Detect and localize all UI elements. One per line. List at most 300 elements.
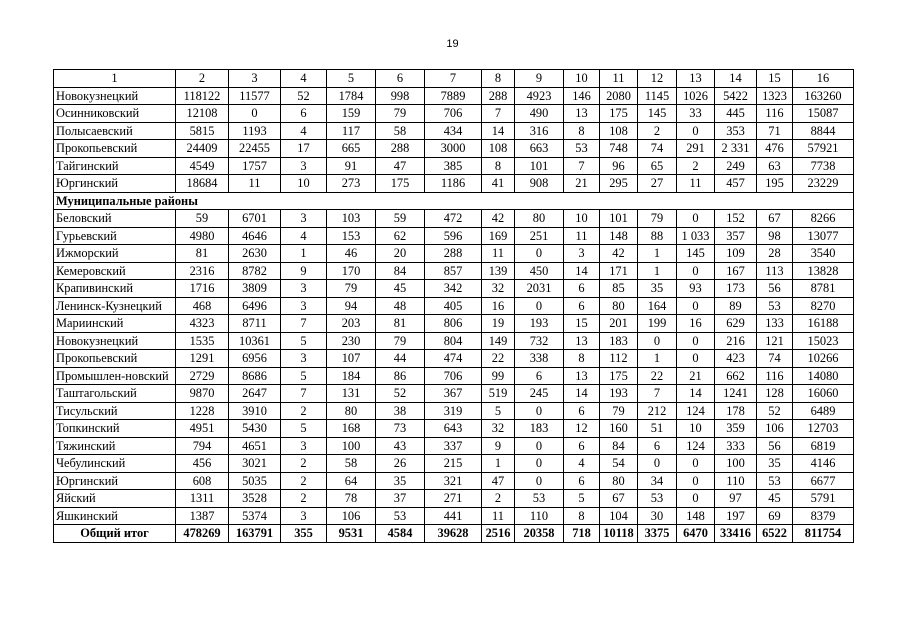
- value-cell: 13077: [793, 227, 854, 245]
- value-cell: 596: [425, 227, 482, 245]
- value-cell: 74: [638, 140, 677, 158]
- value-cell: 22: [482, 350, 515, 368]
- value-cell: 53: [515, 490, 564, 508]
- value-cell: 2630: [229, 245, 281, 263]
- value-cell: 3910: [229, 402, 281, 420]
- value-cell: 128: [757, 385, 793, 403]
- total-value-cell: 163791: [229, 525, 281, 543]
- value-cell: 110: [715, 472, 757, 490]
- value-cell: 665: [327, 140, 376, 158]
- value-cell: 112: [600, 350, 638, 368]
- value-cell: 85: [600, 280, 638, 298]
- value-cell: 1535: [176, 332, 229, 350]
- column-number-header: 16: [793, 70, 854, 88]
- value-cell: 0: [677, 350, 715, 368]
- value-cell: 0: [515, 437, 564, 455]
- value-cell: 706: [425, 105, 482, 123]
- value-cell: 106: [327, 507, 376, 525]
- value-cell: 73: [376, 420, 425, 438]
- value-cell: 100: [327, 437, 376, 455]
- value-cell: 5: [281, 332, 327, 350]
- value-cell: 4951: [176, 420, 229, 438]
- value-cell: 97: [715, 490, 757, 508]
- table-row: [54, 315, 854, 333]
- column-number-header: 15: [757, 70, 793, 88]
- column-number-header: 5: [327, 70, 376, 88]
- value-cell: 5791: [793, 490, 854, 508]
- value-cell: 59: [376, 210, 425, 228]
- value-cell: 7738: [793, 157, 854, 175]
- value-cell: 7: [564, 157, 600, 175]
- value-cell: 7: [482, 105, 515, 123]
- value-cell: 1311: [176, 490, 229, 508]
- value-cell: 16188: [793, 315, 854, 333]
- value-cell: 423: [715, 350, 757, 368]
- value-cell: 0: [677, 472, 715, 490]
- value-cell: 6: [281, 105, 327, 123]
- value-cell: 32: [482, 280, 515, 298]
- column-number-header: 9: [515, 70, 564, 88]
- statistics-table: [53, 69, 854, 543]
- total-row: [54, 525, 854, 543]
- value-cell: 629: [715, 315, 757, 333]
- row-name-cell: Гурьевский: [54, 227, 176, 245]
- value-cell: 74: [757, 350, 793, 368]
- value-cell: 6956: [229, 350, 281, 368]
- value-cell: 2316: [176, 262, 229, 280]
- value-cell: 6: [564, 472, 600, 490]
- column-number-header: 8: [482, 70, 515, 88]
- value-cell: 295: [600, 175, 638, 193]
- table-row: [54, 140, 854, 158]
- value-cell: 0: [515, 455, 564, 473]
- row-name-cell: Юргинский: [54, 175, 176, 193]
- value-cell: 291: [677, 140, 715, 158]
- total-value-cell: 20358: [515, 525, 564, 543]
- value-cell: 4980: [176, 227, 229, 245]
- value-cell: 2: [677, 157, 715, 175]
- value-cell: 353: [715, 122, 757, 140]
- row-name-cell: Прокопьевский: [54, 140, 176, 158]
- value-cell: 8686: [229, 367, 281, 385]
- value-cell: 53: [757, 297, 793, 315]
- value-cell: 51: [638, 420, 677, 438]
- value-cell: 519: [482, 385, 515, 403]
- value-cell: 16: [677, 315, 715, 333]
- total-value-cell: 811754: [793, 525, 854, 543]
- value-cell: 14080: [793, 367, 854, 385]
- value-cell: 0: [515, 402, 564, 420]
- value-cell: 81: [376, 315, 425, 333]
- value-cell: 4: [281, 122, 327, 140]
- row-name-cell: Мариинский: [54, 315, 176, 333]
- value-cell: 1186: [425, 175, 482, 193]
- value-cell: 148: [677, 507, 715, 525]
- value-cell: 80: [600, 297, 638, 315]
- value-cell: 16: [482, 297, 515, 315]
- value-cell: 79: [376, 105, 425, 123]
- value-cell: 108: [482, 140, 515, 158]
- value-cell: 34: [638, 472, 677, 490]
- value-cell: 2080: [600, 87, 638, 105]
- value-cell: 3: [281, 437, 327, 455]
- value-cell: 13: [564, 332, 600, 350]
- table-row: [54, 332, 854, 350]
- value-cell: 171: [600, 262, 638, 280]
- value-cell: 167: [715, 262, 757, 280]
- value-cell: 1387: [176, 507, 229, 525]
- value-cell: 5: [281, 367, 327, 385]
- value-cell: 27: [638, 175, 677, 193]
- value-cell: 43: [376, 437, 425, 455]
- table-header-row: [54, 70, 854, 88]
- table-row: [54, 105, 854, 123]
- value-cell: 52: [757, 402, 793, 420]
- value-cell: 11: [229, 175, 281, 193]
- value-cell: 159: [327, 105, 376, 123]
- value-cell: 5: [482, 402, 515, 420]
- column-number-header: 3: [229, 70, 281, 88]
- value-cell: 1: [638, 350, 677, 368]
- value-cell: 47: [482, 472, 515, 490]
- value-cell: 6: [638, 437, 677, 455]
- value-cell: 20: [376, 245, 425, 263]
- value-cell: 3: [281, 297, 327, 315]
- value-cell: 212: [638, 402, 677, 420]
- value-cell: 78: [327, 490, 376, 508]
- value-cell: 80: [515, 210, 564, 228]
- table-row: [54, 472, 854, 490]
- value-cell: 732: [515, 332, 564, 350]
- value-cell: 2: [281, 455, 327, 473]
- value-cell: 288: [482, 87, 515, 105]
- value-cell: 1757: [229, 157, 281, 175]
- value-cell: 15: [564, 315, 600, 333]
- value-cell: 0: [677, 455, 715, 473]
- value-cell: 53: [564, 140, 600, 158]
- value-cell: 47: [376, 157, 425, 175]
- value-cell: 22455: [229, 140, 281, 158]
- row-name-cell: Таштагольский: [54, 385, 176, 403]
- value-cell: 45: [376, 280, 425, 298]
- value-cell: 608: [176, 472, 229, 490]
- value-cell: 58: [376, 122, 425, 140]
- total-value-cell: 9531: [327, 525, 376, 543]
- value-cell: 3: [281, 157, 327, 175]
- value-cell: 46: [327, 245, 376, 263]
- value-cell: 84: [376, 262, 425, 280]
- value-cell: 88: [638, 227, 677, 245]
- value-cell: 9: [281, 262, 327, 280]
- value-cell: 89: [715, 297, 757, 315]
- value-cell: 160: [600, 420, 638, 438]
- row-name-cell: Тяжинский: [54, 437, 176, 455]
- row-name-cell: Тисульский: [54, 402, 176, 420]
- value-cell: 19: [482, 315, 515, 333]
- value-cell: 133: [757, 315, 793, 333]
- table-row: [54, 437, 854, 455]
- value-cell: 5422: [715, 87, 757, 105]
- value-cell: 998: [376, 87, 425, 105]
- value-cell: 476: [757, 140, 793, 158]
- value-cell: 93: [677, 280, 715, 298]
- value-cell: 7: [281, 385, 327, 403]
- value-cell: 4323: [176, 315, 229, 333]
- row-name-cell: Ленинск-Кузнецкий: [54, 297, 176, 315]
- value-cell: 6: [564, 402, 600, 420]
- value-cell: 121: [757, 332, 793, 350]
- value-cell: 2 331: [715, 140, 757, 158]
- total-value-cell: 6470: [677, 525, 715, 543]
- value-cell: 3021: [229, 455, 281, 473]
- table-row: [54, 122, 854, 140]
- value-cell: 441: [425, 507, 482, 525]
- value-cell: 100: [715, 455, 757, 473]
- row-name-cell: Промышлен-новский: [54, 367, 176, 385]
- value-cell: 9: [482, 437, 515, 455]
- value-cell: 14: [482, 122, 515, 140]
- value-cell: 18684: [176, 175, 229, 193]
- row-name-cell: Чебулинский: [54, 455, 176, 473]
- table-row: [54, 227, 854, 245]
- value-cell: 2647: [229, 385, 281, 403]
- value-cell: 1: [638, 245, 677, 263]
- total-value-cell: 4584: [376, 525, 425, 543]
- value-cell: 41: [482, 175, 515, 193]
- value-cell: 10266: [793, 350, 854, 368]
- value-cell: 107: [327, 350, 376, 368]
- table-row: [54, 490, 854, 508]
- value-cell: 271: [425, 490, 482, 508]
- value-cell: 56: [757, 280, 793, 298]
- value-cell: 474: [425, 350, 482, 368]
- value-cell: 12108: [176, 105, 229, 123]
- value-cell: 57921: [793, 140, 854, 158]
- value-cell: 53: [376, 507, 425, 525]
- value-cell: 321: [425, 472, 482, 490]
- column-number-header: 6: [376, 70, 425, 88]
- value-cell: 8711: [229, 315, 281, 333]
- value-cell: 168: [327, 420, 376, 438]
- value-cell: 662: [715, 367, 757, 385]
- value-cell: 117: [327, 122, 376, 140]
- value-cell: 193: [515, 315, 564, 333]
- value-cell: 0: [677, 122, 715, 140]
- value-cell: 106: [757, 420, 793, 438]
- value-cell: 0: [515, 472, 564, 490]
- row-name-cell: Топкинский: [54, 420, 176, 438]
- value-cell: 3: [281, 280, 327, 298]
- value-cell: 6: [564, 280, 600, 298]
- value-cell: 1026: [677, 87, 715, 105]
- value-cell: 5815: [176, 122, 229, 140]
- value-cell: 359: [715, 420, 757, 438]
- column-number-header: 2: [176, 70, 229, 88]
- value-cell: 357: [715, 227, 757, 245]
- value-cell: 28: [757, 245, 793, 263]
- table-row: [54, 350, 854, 368]
- value-cell: 4: [281, 227, 327, 245]
- value-cell: 149: [482, 332, 515, 350]
- row-name-cell: Яшкинский: [54, 507, 176, 525]
- value-cell: 12: [564, 420, 600, 438]
- value-cell: 23229: [793, 175, 854, 193]
- value-cell: 8: [564, 122, 600, 140]
- value-cell: 6: [515, 367, 564, 385]
- row-name-cell: Юргинский: [54, 472, 176, 490]
- value-cell: 124: [677, 437, 715, 455]
- value-cell: 5374: [229, 507, 281, 525]
- value-cell: 249: [715, 157, 757, 175]
- value-cell: 14: [564, 262, 600, 280]
- value-cell: 643: [425, 420, 482, 438]
- value-cell: 468: [176, 297, 229, 315]
- value-cell: 32: [482, 420, 515, 438]
- value-cell: 175: [600, 105, 638, 123]
- value-cell: 7: [281, 315, 327, 333]
- value-cell: 8270: [793, 297, 854, 315]
- value-cell: 450: [515, 262, 564, 280]
- value-cell: 145: [638, 105, 677, 123]
- value-cell: 0: [677, 262, 715, 280]
- value-cell: 178: [715, 402, 757, 420]
- value-cell: 0: [638, 332, 677, 350]
- value-cell: 52: [376, 385, 425, 403]
- value-cell: 0: [677, 332, 715, 350]
- value-cell: 67: [757, 210, 793, 228]
- value-cell: 0: [638, 455, 677, 473]
- value-cell: 273: [327, 175, 376, 193]
- total-value-cell: 2516: [482, 525, 515, 543]
- section-header-row: [54, 192, 854, 210]
- value-cell: 8: [564, 507, 600, 525]
- row-name-cell: Крапивинский: [54, 280, 176, 298]
- value-cell: 63: [757, 157, 793, 175]
- value-cell: 11: [564, 227, 600, 245]
- column-number-header: 1: [54, 70, 176, 88]
- value-cell: 445: [715, 105, 757, 123]
- total-value-cell: 33416: [715, 525, 757, 543]
- value-cell: 1 033: [677, 227, 715, 245]
- value-cell: 1291: [176, 350, 229, 368]
- value-cell: 806: [425, 315, 482, 333]
- value-cell: 110: [515, 507, 564, 525]
- value-cell: 145: [677, 245, 715, 263]
- value-cell: 197: [715, 507, 757, 525]
- column-number-header: 4: [281, 70, 327, 88]
- value-cell: 45: [757, 490, 793, 508]
- row-name-cell: Осинниковский: [54, 105, 176, 123]
- row-name-cell: Тайгинский: [54, 157, 176, 175]
- value-cell: 170: [327, 262, 376, 280]
- table-row: [54, 262, 854, 280]
- column-number-header: 7: [425, 70, 482, 88]
- value-cell: 96: [600, 157, 638, 175]
- row-name-cell: Яйский: [54, 490, 176, 508]
- value-cell: 0: [677, 210, 715, 228]
- value-cell: 748: [600, 140, 638, 158]
- value-cell: 139: [482, 262, 515, 280]
- value-cell: 71: [757, 122, 793, 140]
- value-cell: 908: [515, 175, 564, 193]
- total-label: Общий итог: [54, 525, 176, 543]
- value-cell: 193: [600, 385, 638, 403]
- value-cell: 6489: [793, 402, 854, 420]
- value-cell: 21: [677, 367, 715, 385]
- value-cell: 109: [715, 245, 757, 263]
- value-cell: 98: [757, 227, 793, 245]
- value-cell: 26: [376, 455, 425, 473]
- value-cell: 8782: [229, 262, 281, 280]
- value-cell: 4549: [176, 157, 229, 175]
- value-cell: 118122: [176, 87, 229, 105]
- value-cell: 152: [715, 210, 757, 228]
- value-cell: 1241: [715, 385, 757, 403]
- value-cell: 13828: [793, 262, 854, 280]
- value-cell: 8: [564, 350, 600, 368]
- value-cell: 4923: [515, 87, 564, 105]
- value-cell: 17: [281, 140, 327, 158]
- value-cell: 116: [757, 367, 793, 385]
- row-name-cell: Ижморский: [54, 245, 176, 263]
- value-cell: 316: [515, 122, 564, 140]
- table-row: [54, 385, 854, 403]
- value-cell: 116: [757, 105, 793, 123]
- value-cell: 48: [376, 297, 425, 315]
- table-row: [54, 210, 854, 228]
- value-cell: 153: [327, 227, 376, 245]
- value-cell: 86: [376, 367, 425, 385]
- value-cell: 79: [376, 332, 425, 350]
- value-cell: 21: [564, 175, 600, 193]
- value-cell: 146: [564, 87, 600, 105]
- value-cell: 42: [600, 245, 638, 263]
- table-row: [54, 402, 854, 420]
- value-cell: 52: [281, 87, 327, 105]
- value-cell: 2: [482, 490, 515, 508]
- value-cell: 333: [715, 437, 757, 455]
- value-cell: 108: [600, 122, 638, 140]
- table-row: [54, 245, 854, 263]
- value-cell: 8266: [793, 210, 854, 228]
- table-row: [54, 420, 854, 438]
- value-cell: 65: [638, 157, 677, 175]
- value-cell: 30: [638, 507, 677, 525]
- value-cell: 94: [327, 297, 376, 315]
- row-name-cell: Новокузнецкий: [54, 332, 176, 350]
- value-cell: 5: [281, 420, 327, 438]
- value-cell: 53: [757, 472, 793, 490]
- value-cell: 10: [281, 175, 327, 193]
- total-value-cell: 478269: [176, 525, 229, 543]
- value-cell: 69: [757, 507, 793, 525]
- value-cell: 64: [327, 472, 376, 490]
- value-cell: 35: [638, 280, 677, 298]
- value-cell: 80: [600, 472, 638, 490]
- value-cell: 35: [757, 455, 793, 473]
- value-cell: 794: [176, 437, 229, 455]
- value-cell: 3: [281, 210, 327, 228]
- value-cell: 1228: [176, 402, 229, 420]
- table-row: [54, 157, 854, 175]
- value-cell: 706: [425, 367, 482, 385]
- value-cell: 5035: [229, 472, 281, 490]
- value-cell: 4651: [229, 437, 281, 455]
- value-cell: 1784: [327, 87, 376, 105]
- value-cell: 8: [482, 157, 515, 175]
- value-cell: 6: [564, 437, 600, 455]
- value-cell: 3: [564, 245, 600, 263]
